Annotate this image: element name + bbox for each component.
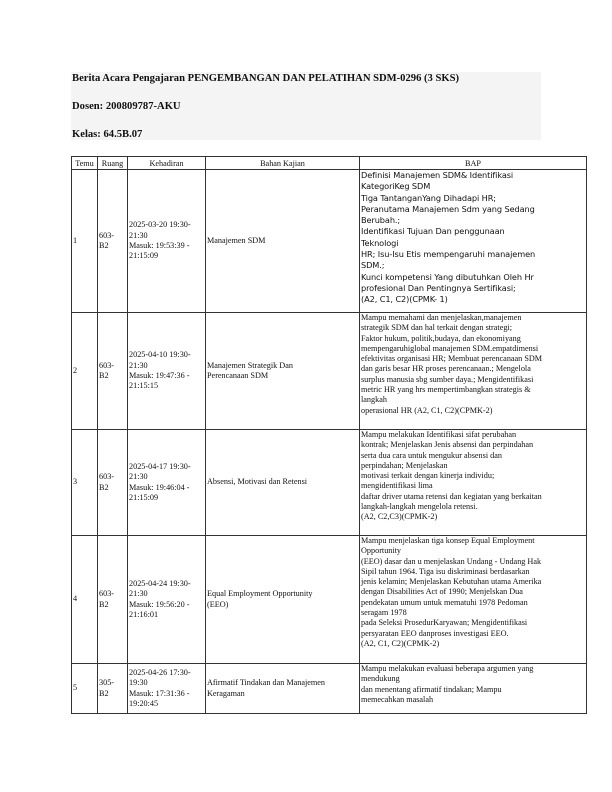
column-header-bahan-kajian: Bahan Kajian [206,157,360,170]
cell-bap: Mampu menjelaskan tiga konsep Equal Employment Opportunity (EEO) dasar dan u menjelaskan Undang - Undang Hak Sipil tahun 1964. Tiga isu diskriminasi berdasarkan jenis kelamin; Menjelaskan Kebutuhan utama Amerika dengan Disabilities Act of 1990; Menjelskan Dua pendekatan umum untuk mematuhi 1978 Pedoman seragam 1978 pada Seleksi ProsedurKaryawan; Mengidentifikasi persyaratan EEO danproses investigasi EEO. (A2, C1, C2)(CPMK-2) [360,536,587,664]
cell-bap: Mampu melakukan evaluasi beberapa argumen yang mendukung dan menentang afirmatif tindakan; Mampu memecahkan masalah [360,664,587,714]
cell-ruang: 603- B2 [98,430,128,536]
cell-bahan-kajian: Manajemen SDM [206,170,360,313]
class-info: Kelas: 64.5B.07 [72,129,143,140]
table-row [72,313,587,430]
cell-ruang: 305- B2 [98,664,128,714]
table-row [72,170,587,313]
column-header-temu: Temu [72,157,98,170]
cell-kehadiran: 2025-04-24 19:30- 21:30 Masuk: 19:56:20 - 21:16:01 [128,536,206,664]
table-row [72,536,587,664]
cell-bap: Mampu melakukan Identifikasi sifat perubahan kontrak; Menjelaskan Jenis absensi dan perpindahan serta dua cara untuk mengukur absensi dan perpindahan; Menjelaskan motivasi terkait dengan kinerja individu; mengidentifikasi lima daftar driver utama retensi dan kegiatan yang berkaitan langkah-langkah mengelola retensi. (A2, C2,C3)(CPMK-2) [360,430,587,536]
lecturer-info: Dosen: 200809787-AKU [72,101,181,112]
cell-ruang: 603- B2 [98,313,128,430]
column-header-ruang: Ruang [98,157,128,170]
cell-kehadiran: 2025-04-10 19:30- 21:30 Masuk: 19:47:36 - 21:15:15 [128,313,206,430]
table-row [72,664,587,714]
column-header-bap: BAP [360,157,587,170]
cell-kehadiran: 2025-03-20 19:30- 21:30 Masuk: 19:53:39 - 21:15:09 [128,170,206,313]
cell-bahan-kajian: Afirmatif Tindakan dan Manajemen Keragaman [206,664,360,714]
cell-bahan-kajian: Equal Employment Opportunity (EEO) [206,536,360,664]
cell-ruang: 603- B2 [98,170,128,313]
cell-temu: 3 [72,430,98,536]
cell-bap: Definisi Manajemen SDM& Identifikasi KategoriKeg SDM Tiga TantanganYang Dihadapi HR; Peranutama Manajemen Sdm yang Sedang Berubah.; Identifikasi Tujuan Dan penggunaan Teknologi HR; Isu-Isu Etis mempengaruhi manajemen SDM.; Kunci kompetensi Yang dibutuhkan Oleh Hr profesional Dan Pentingnya Sertifikasi; (A2, C1, C2)(CPMK- 1) [360,170,587,313]
teaching-record-table [71,156,587,714]
cell-kehadiran: 2025-04-26 17:30- 19:30 Masuk: 17:31:36 - 19:20:45 [128,664,206,714]
cell-temu: 1 [72,170,98,313]
document-title: Berita Acara Pengajaran PENGEMBANGAN DAN PELATIHAN SDM-0296 (3 SKS) [72,73,460,84]
cell-kehadiran: 2025-04-17 19:30- 21:30 Masuk: 19:46:04 - 21:15:09 [128,430,206,536]
cell-bahan-kajian: Absensi, Motivasi dan Retensi [206,430,360,536]
table-header-row [72,157,587,170]
cell-ruang: 603- B2 [98,536,128,664]
column-header-kehadiran: Kehadiran [128,157,206,170]
cell-temu: 4 [72,536,98,664]
cell-temu: 2 [72,313,98,430]
cell-bahan-kajian: Manajemen Strategik Dan Perencanaan SDM [206,313,360,430]
cell-temu: 5 [72,664,98,714]
table-row [72,430,587,536]
cell-bap: Mampu memahami dan menjelaskan,manajemen strategik SDM dan hal terkait dengan strategi; Faktor hukum, politik,budaya, dan ekonomiyang mempengaruhiglobal manajemen SDM.empatdimensi efektivitas organisasi HR; Membuat perencanaan SDM dan garis besar HR proses perencanaan.; Mengelola surplus manusia sbg sumber daya.; Mengidentifikasi metric HR yang hrs mempertimbangkan strategis & langkah operasional HR (A2, C1, C2)(CPMK-2) [360,313,587,430]
